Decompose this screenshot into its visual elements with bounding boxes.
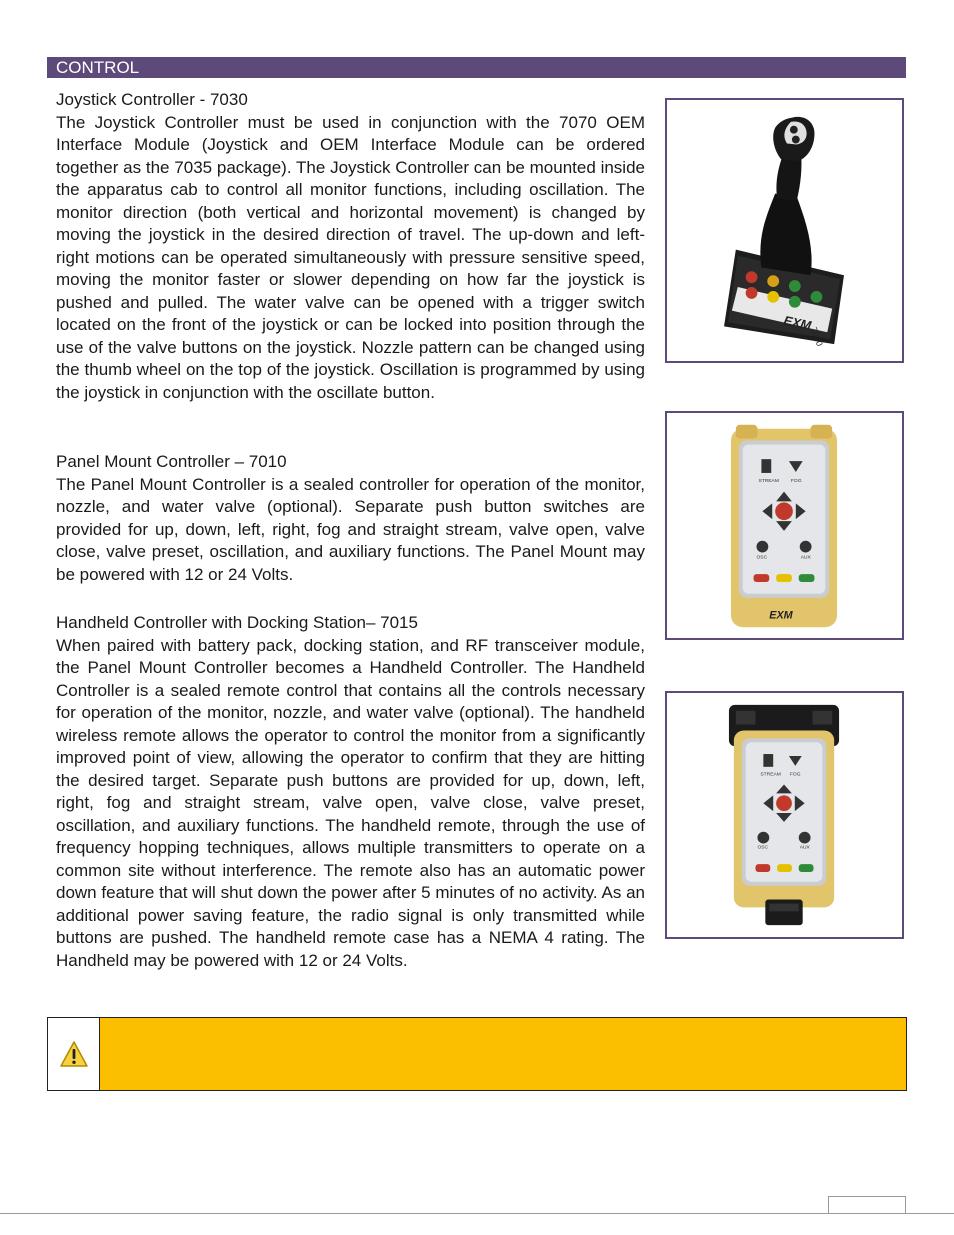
handheld-btn-fog: FOG (789, 772, 801, 778)
panel-mount-heading: Panel Mount Controller – 7010 (56, 452, 287, 471)
joystick-section (56, 89, 645, 404)
panel-btn-fog: FOG (790, 478, 802, 484)
handheld-body: When paired with battery pack, docking station, and RF transceiver module, the Panel Mount Controller becomes a Handheld Controller. The Handheld Controller is a sealed remote control that contains all the controls necessary for operation of the monitor, nozzle, and water valve (optional). The handheld wireless remote allows the operator to control the monitor from a significantly improved point of view, allowing the operator to confirm that they are hitting the desired target. Separate push buttons are provided for up, down, left, right, fog and straight stream, valve open, valve close, valve preset, oscillation, and auxiliary functions. The handheld remote, through the use of frequency hopping techniques, allows multiple transmitters to operate on a common site without interference. The remote also has an automatic power down feature that will shut down the power after 5 minutes of no activity. As an additional power saving feature, the radio signal is only transmitted while buttons are pushed. The handheld remote case has a NEMA 4 rating. The Handheld may be powered with 12 or 24 Volts. (56, 635, 645, 970)
panel-btn-osc: OSC (756, 555, 768, 561)
joystick-heading: Joystick Controller - 7030 (56, 90, 248, 109)
warning-message (100, 1018, 906, 1090)
panel-brand: EXM (769, 609, 793, 622)
panel-mount-illustration (667, 413, 902, 638)
handheld-heading: Handheld Controller with Docking Station– 7015 (56, 613, 418, 632)
warning-icon-cell (48, 1018, 100, 1090)
joystick-brand: EXM (782, 312, 813, 334)
section-header: CONTROL (47, 57, 906, 78)
page-number-tab (828, 1196, 906, 1213)
joystick-model: 7030 (808, 325, 825, 348)
handheld-btn-aux: AUX (799, 845, 810, 851)
panel-mount-section (56, 451, 645, 586)
handheld-image (665, 691, 904, 939)
warning-box (47, 1017, 907, 1091)
handheld-section (56, 612, 645, 972)
footer-rule (0, 1213, 954, 1214)
panel-btn-stream: STREAM (758, 478, 779, 484)
warning-triangle-icon (59, 1040, 89, 1068)
joystick-image (665, 98, 904, 363)
joystick-body: The Joystick Controller must be used in conjunction with the 7070 OEM Interface Module (Joystick and OEM Interface Module can be ordered together as the 7035 package). The Joystick Controller can be mounted inside the apparatus cab to control all monitor functions, including oscillation. The monitor direction (both vertical and horizontal movement) is changed by moving the joystick in the desired direction of travel. The up-down and left-right motions can be operated simultaneously with pressure sensitive speed, moving the monitor faster or slower depending on how far the joystick is pushed and pulled. The water valve can be opened with a trigger switch located on the front of the joystick or can be locked into position through the use of the valve buttons on the joystick. Nozzle pattern can be changed using the thumb wheel on the top of the joystick. Oscillation is programmed by using the joystick in conjunction with the oscillate button. (56, 112, 645, 402)
handheld-btn-osc: OSC (757, 845, 769, 851)
handheld-illustration (667, 693, 902, 937)
panel-btn-aux: AUX (800, 555, 811, 561)
handheld-btn-stream: STREAM (760, 772, 781, 778)
panel-mount-body: The Panel Mount Controller is a sealed controller for operation of the monitor, nozzle, and water valve (optional). Separate push button switches are provided for up, down, left, right, fog and straight stream, valve open, valve close, valve preset, oscillation, and auxiliary functions. The Panel Mount may be powered with 12 or 24 Volts. (56, 474, 645, 584)
joystick-illustration (667, 100, 902, 361)
panel-mount-image (665, 411, 904, 640)
